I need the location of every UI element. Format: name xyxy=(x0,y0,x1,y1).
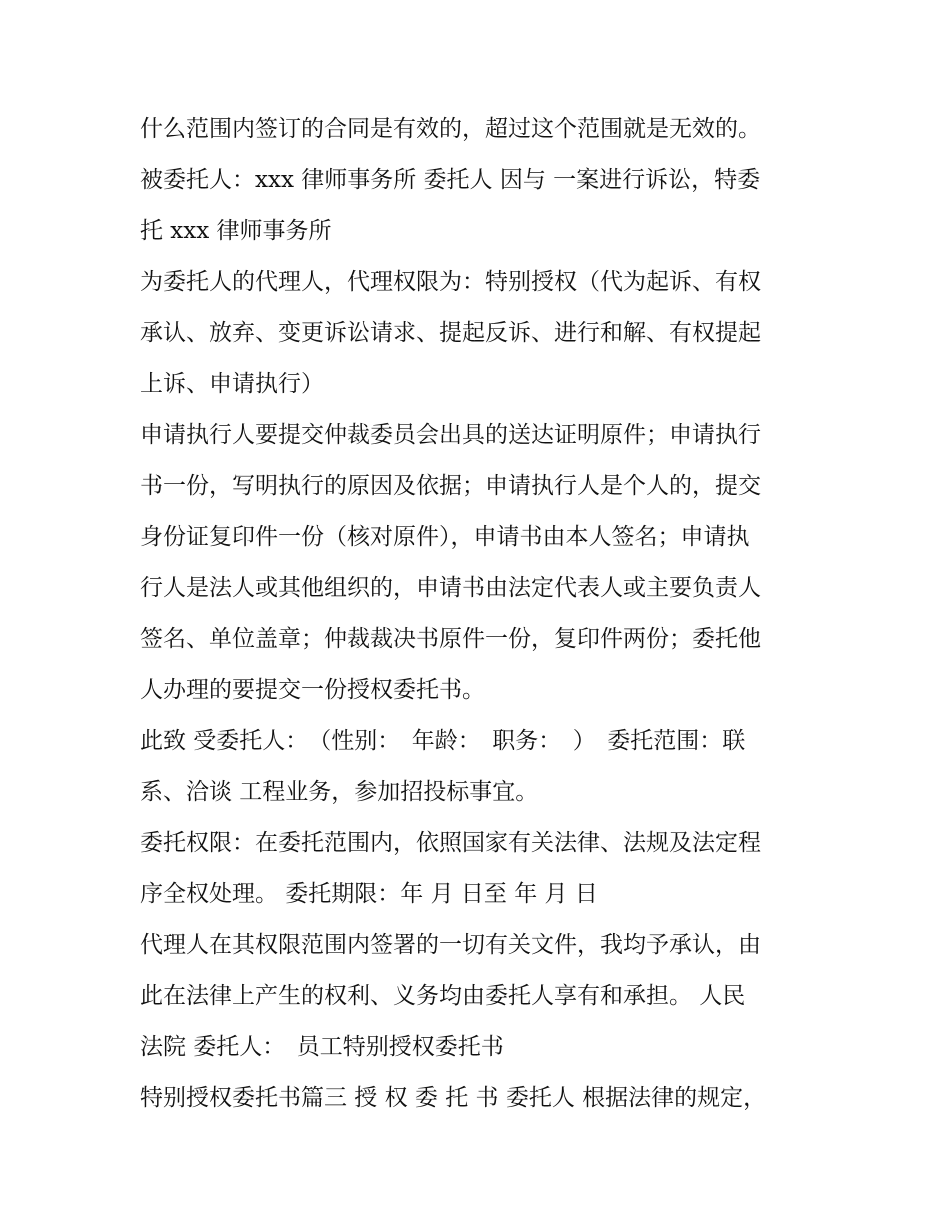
text-line: 承认、放弃、变更诉讼请求、提起反诉、进行和解、有权提起 xyxy=(140,320,761,346)
text-line: 法院 委托人： 员工特别授权委托书 xyxy=(140,1034,504,1060)
text-line: 上诉、申请执行） xyxy=(140,371,324,397)
text-line: 此致 受委托人： （性别： 年龄： 职务： ） 委托范围：联 xyxy=(140,728,746,754)
text-line: 序全权处理。 委托期限：年 月 日至 年 月 日 xyxy=(140,881,598,907)
text-line: 委托权限：在委托范围内，依照国家有关法律、法规及法定程 xyxy=(140,830,761,856)
text-line: 代理人在其权限范围内签署的一切有关文件，我均予承认，由 xyxy=(140,932,761,958)
text-line: 什么范围内签订的合同是有效的，超过这个范围就是无效的。 xyxy=(140,116,761,142)
text-line: 书一份，写明执行的原因及依据；申请执行人是个人的，提交 xyxy=(140,473,761,499)
text-line: 身份证复印件一份（核对原件），申请书由本人签名；申请执 xyxy=(140,524,750,550)
text-line: 签名、单位盖章；仲裁裁决书原件一份，复印件两份；委托他 xyxy=(140,626,761,652)
text-line: 行人是法人或其他组织的，申请书由法定代表人或主要负责人 xyxy=(140,575,761,601)
document-body xyxy=(140,104,830,1124)
text-line: 此在法律上产生的权利、义务均由委托人享有和承担。 人民 xyxy=(140,983,746,1009)
text-line: 特别授权委托书篇三 授 权 委 托 书 委托人 根据法律的规定， xyxy=(140,1085,767,1111)
text-line: 系、洽谈 工程业务，参加招投标事宜。 xyxy=(140,779,539,805)
text-line: 被委托人：xxx 律师事务所 委托人 因与 一案进行诉讼，特委 xyxy=(140,167,761,193)
text-line: 为委托人的代理人，代理权限为：特别授权（代为起诉、有权 xyxy=(140,269,761,295)
text-line: 申请执行人要提交仲裁委员会出具的送达证明原件；申请执行 xyxy=(140,422,761,448)
text-line: 人办理的要提交一份授权委托书。 xyxy=(140,677,485,703)
text-line: 托 xxx 律师事务所 xyxy=(140,218,332,244)
